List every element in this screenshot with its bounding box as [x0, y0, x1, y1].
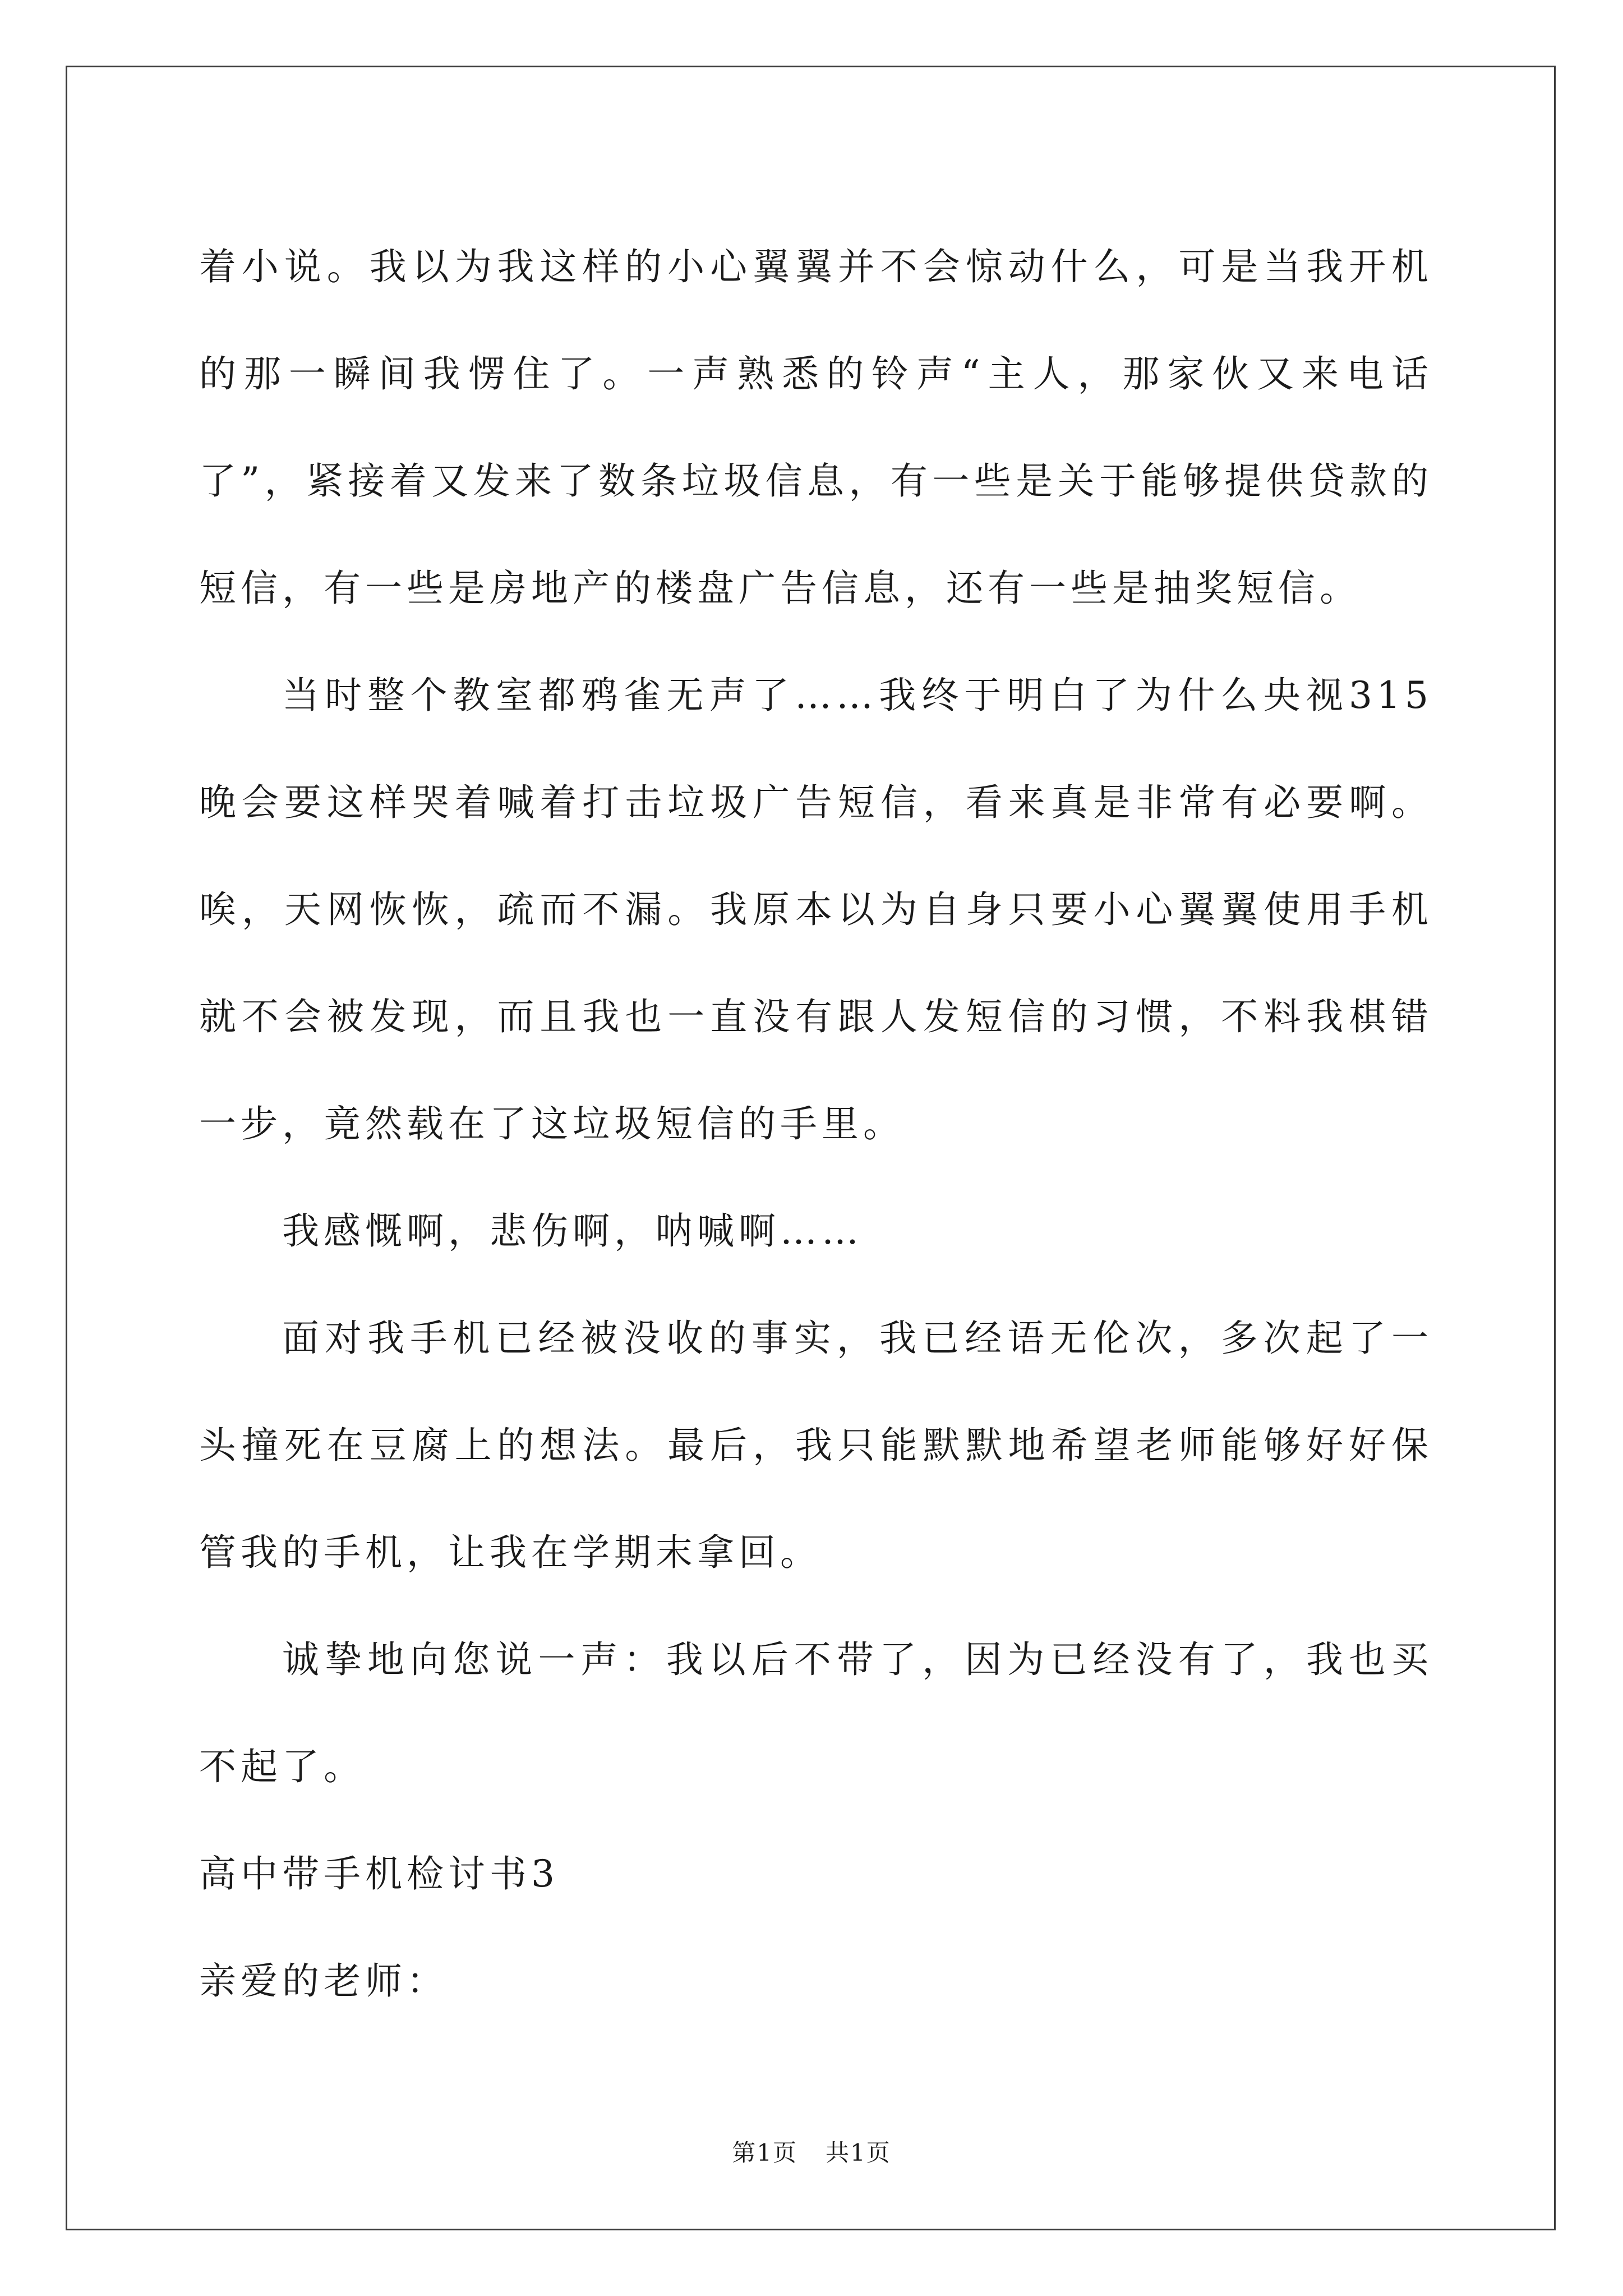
paragraph-2: 当时整个教室都鸦雀无声了……我终于明白了为什么央视315晚会要这样哭着喊着打击垃圾广告短信，看来真是非常有必要啊。唉，天网恢恢，疏而不漏。我原本以为自身只要小心翼翼使用手机就不会被发现，而且我也一直没有跟人发短信的习惯，不料我棋错一步，竟然载在了这垃圾短信的手里。	[199, 674, 1433, 1145]
page-footer	[0, 2134, 1623, 2168]
paragraph-1: 着小说。我以为我这样的小心翼翼并不会惊动什么，可是当我开机的那一瞬间我愣住了。一声熟悉的铃声“主人，那家伙又来电话了”，紧接着又发来了数条垃圾信息，有一些是关于能够提供贷款的短信，有一些是房地产的楼盘广告信息，还有一些是抽奖短信。	[199, 245, 1433, 610]
page-total: 共1页	[826, 2139, 891, 2166]
salutation: 亲爱的老师：	[199, 1959, 448, 2003]
page-number: 第1页	[732, 2139, 797, 2166]
paragraph-5: 诚挚地向您说一声：我以后不带了，因为已经没有了，我也买不起了。	[199, 1638, 1433, 1788]
section-heading: 高中带手机检讨书3	[199, 1852, 559, 1895]
paragraph-3: 我感慨啊，悲伤啊，呐喊啊……	[282, 1209, 863, 1253]
document-body	[199, 213, 1433, 2035]
paragraph-4: 面对我手机已经被没收的事实，我已经语无伦次，多次起了一头撞死在豆腐上的想法。最后，我只能默默地希望老师能够好好保管我的手机，让我在学期末拿回。	[199, 1317, 1433, 1574]
